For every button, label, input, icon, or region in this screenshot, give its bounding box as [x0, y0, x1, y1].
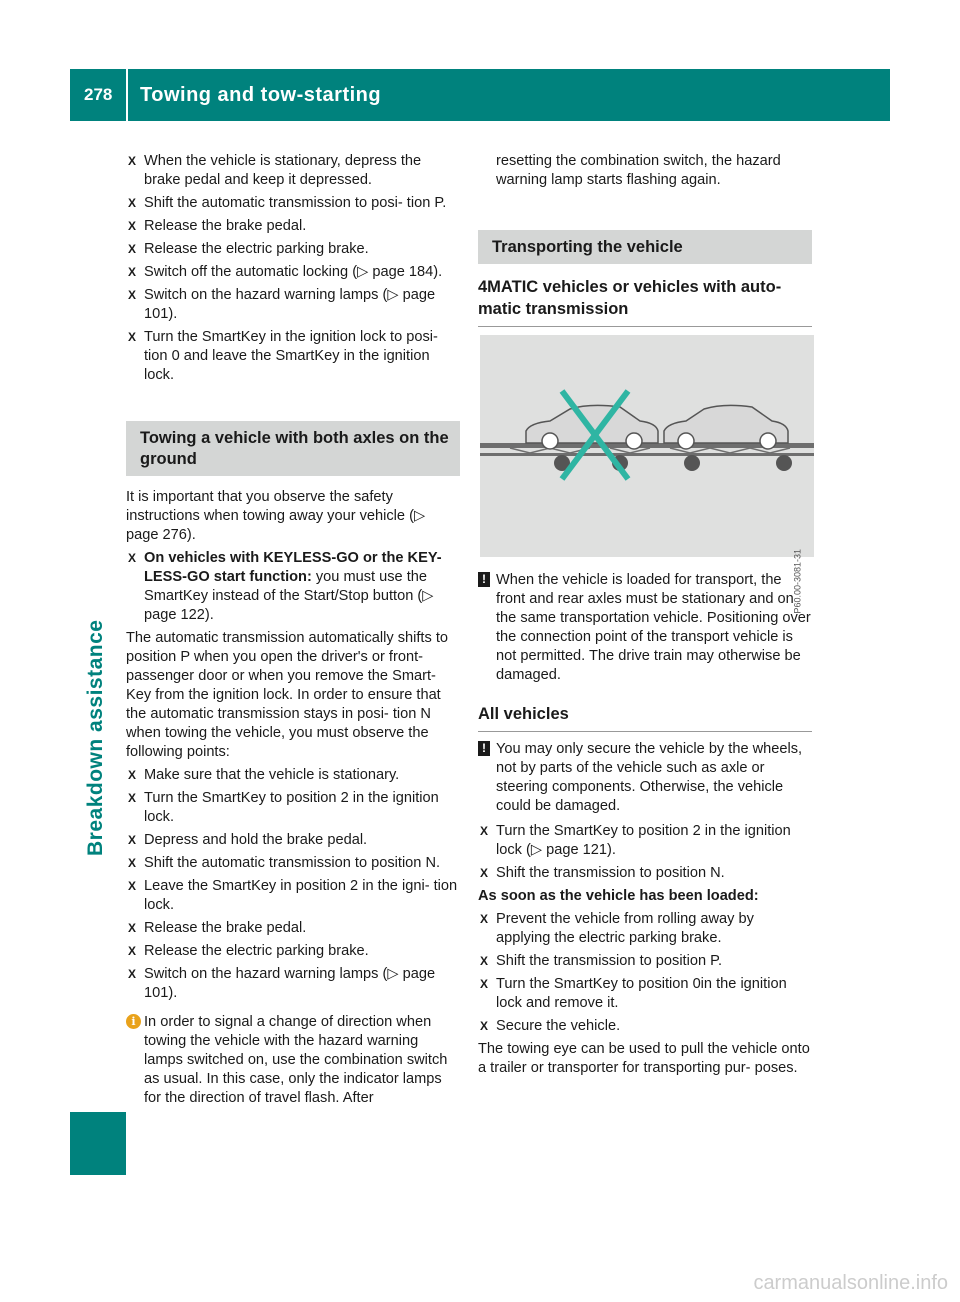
- step-arrow-icon: [480, 975, 488, 994]
- step-arrow-icon: [128, 240, 136, 259]
- step-arrow-icon: [480, 910, 488, 929]
- step-arrow-icon: [128, 766, 136, 785]
- step-item: X Turn the SmartKey to position 2 in the ignition lock.: [126, 789, 460, 827]
- warning-note: ! When the vehicle is loaded for transport, the front and rear axles must be stationary and on the same transportation vehicle. Positioning over the connection point of the transport vehicle is not permitted. The drive train may otherwise be damaged.: [478, 571, 812, 685]
- warning-icon: !: [478, 572, 490, 587]
- step-arrow-icon: [128, 217, 136, 236]
- keyless-condition: On vehicles with KEYLESS-GO or the KEY- LESS-GO start function:: [144, 550, 442, 585]
- page-title: Towing and tow-starting: [140, 84, 382, 106]
- transport-illustration: [480, 335, 814, 614]
- step-arrow-icon: [480, 822, 488, 841]
- warning-note: ! You may only secure the vehicle by the wheels, not by parts of the vehicle such as axle or steering components. Otherwise, the vehicle could be damaged.: [478, 740, 812, 816]
- closing-paragraph: The towing eye can be used to pull the vehicle onto a trailer or transporter for transporting pur- poses.: [478, 1041, 810, 1076]
- info-icon: i: [126, 1014, 141, 1029]
- side-tab-marker: [70, 1112, 126, 1175]
- step-item: X Turn the SmartKey to position 2 in the ignition lock (▷ page 121).: [478, 822, 812, 860]
- body-paragraph: The automatic transmission automatically shifts to position P when you open the driver's or front- passenger door or when you remove the Smart- Key from the ignition lock. In order to ensure that the automatic transmission stays in posi- tion N when towing the vehicle, you must observe the following points:: [126, 630, 449, 760]
- step-item: X Release the brake pedal.: [126, 217, 460, 236]
- step-arrow-icon: [128, 919, 136, 938]
- step-item: X Make sure that the vehicle is stationary.: [126, 766, 460, 785]
- page-number: 278: [84, 85, 113, 104]
- side-tab-label: Breakdown assistance: [84, 619, 107, 856]
- continuation-paragraph: resetting the combination switch, the hazard warning lamp starts flashing again.: [496, 153, 781, 188]
- step-arrow-icon: [128, 831, 136, 850]
- step-item: X Release the electric parking brake.: [126, 942, 460, 961]
- loaded-heading: As soon as the vehicle has been loaded:: [478, 888, 759, 904]
- step-arrow-icon: [480, 864, 488, 883]
- subheading-4matic: 4MATIC vehicles or vehicles with auto- matic transmission: [478, 276, 812, 327]
- transport-diagram: [480, 335, 814, 557]
- step-item: X Leave the SmartKey in position 2 in the igni- tion lock.: [126, 877, 460, 915]
- left-column: [126, 152, 460, 1112]
- step-arrow-icon: [128, 877, 136, 896]
- figure-code: P60.00-3081-31: [793, 549, 803, 614]
- step-item: X Shift the transmission to position P.: [478, 952, 812, 971]
- section-heading-towing: Towing a vehicle with both axles on the ground: [126, 421, 460, 476]
- step-arrow-icon: [128, 263, 136, 282]
- step-arrow-icon: [128, 194, 136, 213]
- watermark: carmanualsonline.info: [753, 1272, 948, 1294]
- step-item: X Prevent the vehicle from rolling away by applying the electric parking brake.: [478, 910, 812, 948]
- step-arrow-icon: [128, 789, 136, 808]
- step-arrow-icon: [128, 286, 136, 305]
- section-heading-transporting: Transporting the vehicle: [478, 230, 812, 264]
- step-item: X Turn the SmartKey to position 0in the ignition lock and remove it.: [478, 975, 812, 1013]
- info-note: i In order to signal a change of direction when towing the vehicle with the hazard warning lamps switched on, use the combination switch as usual. In this case, only the indicator lamps for the direction of travel flash. After: [126, 1013, 460, 1108]
- step-arrow-icon: [480, 952, 488, 971]
- step-arrow-icon: [128, 942, 136, 961]
- step-arrow-icon: [128, 854, 136, 873]
- step-arrow-icon: [480, 1017, 488, 1036]
- header-divider: [126, 69, 128, 121]
- step-item: X On vehicles with KEYLESS-GO or the KEY- LESS-GO start function: you must use the SmartKey instead of the Start/Stop button (▷ page 122).: [126, 549, 460, 625]
- step-arrow-icon: [128, 328, 136, 347]
- step-item: X Shift the automatic transmission to posi- tion P.: [126, 194, 460, 213]
- step-item: X Switch on the hazard warning lamps (▷ page 101).: [126, 965, 460, 1003]
- step-item: X Shift the automatic transmission to position N.: [126, 854, 460, 873]
- step-arrow-icon: [128, 152, 136, 171]
- step-arrow-icon: [128, 965, 136, 984]
- step-item: X Depress and hold the brake pedal.: [126, 831, 460, 850]
- step-item: X Release the electric parking brake.: [126, 240, 460, 259]
- step-item: X Release the brake pedal.: [126, 919, 460, 938]
- step-item: X Switch on the hazard warning lamps (▷ page 101).: [126, 286, 460, 324]
- right-column: [478, 152, 812, 1082]
- step-item: X Shift the transmission to position N.: [478, 864, 812, 883]
- step-item: X Secure the vehicle.: [478, 1017, 812, 1036]
- step-item: X Switch off the automatic locking (▷ page 184).: [126, 263, 460, 282]
- warning-icon: !: [478, 741, 490, 756]
- step-item: X Turn the SmartKey in the ignition lock to posi- tion 0 and leave the SmartKey in the ignition lock.: [126, 328, 460, 385]
- subheading-all-vehicles: All vehicles: [478, 703, 812, 732]
- step-arrow-icon: [128, 549, 136, 568]
- intro-paragraph: It is important that you observe the safety instructions when towing away your vehicle (▷ page 276).: [126, 489, 426, 543]
- step-item: X When the vehicle is stationary, depress the brake pedal and keep it depressed.: [126, 152, 460, 190]
